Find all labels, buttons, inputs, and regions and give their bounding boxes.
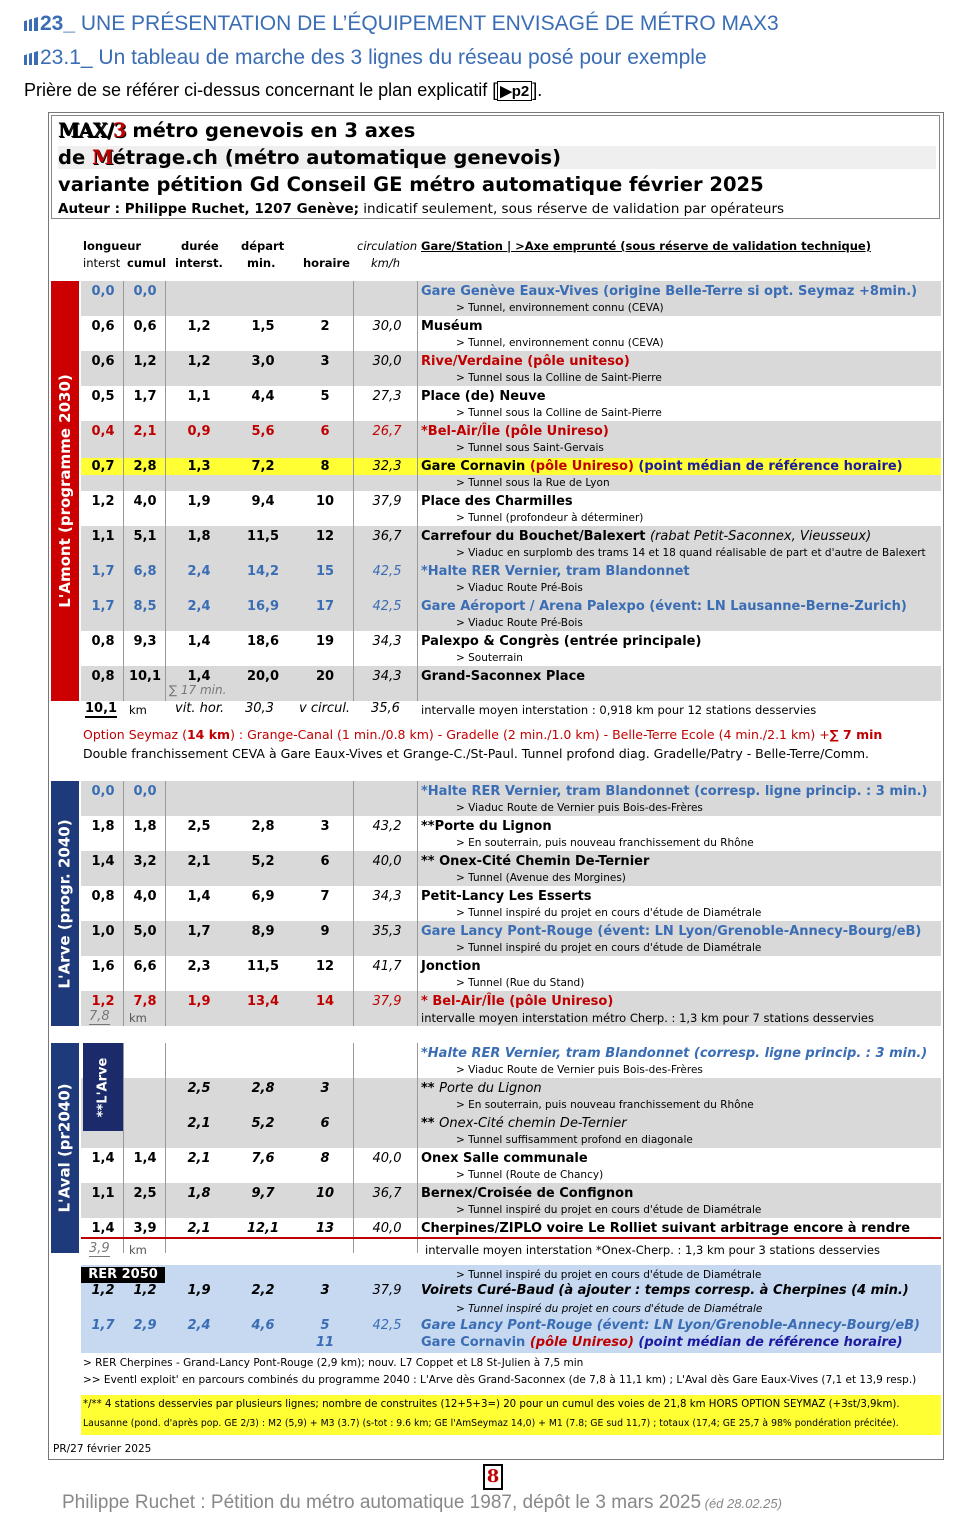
cell-vitesse: 42,5 [372, 564, 402, 579]
route-note: > En souterrain, puis nouveau franchissement du Rhône [456, 837, 754, 849]
side-label-text: L'Amont (programme 2030) [56, 374, 75, 608]
cell-interst: 0,0 [91, 784, 115, 799]
total-km-arve: 7,8 [89, 1009, 110, 1024]
cell-horaire: 13 [315, 1221, 335, 1236]
cell-interst: 1,0 [91, 924, 115, 939]
rer1-horaire: 3 [320, 1283, 330, 1298]
route-note: > Tunnel inspiré du projet en cours d'étude de Diamétrale [456, 1204, 762, 1216]
rer2-horaire: 5 [320, 1318, 330, 1333]
col-kmh: km/h [371, 256, 401, 270]
cell-cumul: 9,3 [133, 634, 157, 649]
cell-horaire: 14 [315, 994, 335, 1009]
station-name[interactable] [421, 819, 552, 834]
cell-duree: 1,4 [187, 669, 211, 684]
rer2-station[interactable]: Gare Lancy Pont-Rouge (évent: LN Lyon/Grenoble-Annecy-Bourg/eB) [421, 1318, 921, 1333]
cell-horaire: 6 [320, 854, 330, 869]
rer-sub-0: > Tunnel inspiré du projet en cours d'étude de Diamétrale [456, 1269, 762, 1281]
cell-horaire: 3 [320, 1081, 330, 1096]
cell-depart: 12,1 [246, 1221, 280, 1236]
station-label: Petit-Lancy Les Esserts [421, 889, 592, 904]
station-name[interactable] [421, 1151, 588, 1166]
cell-depart: 9,7 [251, 1186, 275, 1201]
note-4: Lausanne (pond. d'après pop. GE 2/3) : M2 (5,9) + M3 (3.7) (s-tot : 9.6 km; GE l'AmSeymaz 14,0) + M1 (7.8; GE sud 11,7) ; totaux (17,4; GE 25,7 à 98% pondération précitée). [83, 1418, 899, 1429]
column-divider [123, 281, 124, 701]
cell-depart: 4,4 [251, 389, 275, 404]
col-depart: départ [241, 239, 285, 253]
station-label: Gare Lancy Pont-Rouge (évent: LN Lyon/Grenoble-Annecy-Bourg/eB) [421, 924, 922, 939]
cell-horaire: 20 [315, 669, 335, 684]
station-name[interactable] [421, 424, 609, 439]
route-note: > Viaduc Route Pré-Bois [456, 582, 583, 594]
route-note: > Tunnel inspiré du projet en cours d'étude de Diamétrale [456, 907, 762, 919]
cell-depart: 1,5 [251, 319, 275, 334]
cell-duree: 2,4 [187, 599, 211, 614]
station-name[interactable] [421, 634, 701, 649]
footer-text: Philippe Ruchet : Pétition du métro automatique 1987, dépôt le 3 mars 2025 (éd 28.02.25) [62, 1492, 782, 1513]
cell-depart: 2,8 [251, 1081, 275, 1096]
cell-duree: 1,2 [187, 319, 211, 334]
station-label: Palexpo & Congrès (entrée principale) [421, 634, 702, 649]
station-name[interactable] [421, 784, 927, 799]
cell-cumul: 0,0 [133, 284, 157, 299]
rer1-duree: 1,9 [187, 1283, 211, 1298]
route-note: > Tunnel (Rue du Stand) [456, 977, 585, 989]
cell-duree: 2,1 [187, 854, 211, 869]
rer1-vitesse: 37,9 [372, 1283, 402, 1298]
cell-vitesse: 27,3 [372, 389, 402, 404]
station-name[interactable] [421, 319, 483, 334]
cell-depart: 6,9 [251, 889, 275, 904]
side-label [51, 1043, 79, 1253]
col-duree: durée [181, 239, 219, 253]
cell-duree: 2,5 [187, 1081, 211, 1096]
interval-aval: intervalle moyen interstation *Onex-Cherp. : 1,3 km pour 3 stations desservies [425, 1243, 880, 1257]
cell-vitesse: 30,0 [372, 319, 402, 334]
cell-vitesse: 37,9 [372, 994, 402, 1009]
cell-interst: 0,4 [91, 424, 115, 439]
divider [81, 1237, 941, 1239]
cell-interst: 1,8 [91, 819, 115, 834]
col-gare: Gare/Station | >Axe emprunté (sous réserve de validation technique) [421, 239, 871, 253]
column-divider [417, 281, 418, 701]
cell-interst: 1,7 [91, 564, 115, 579]
sub-side-label-text: **L'Arve [95, 1057, 111, 1117]
cell-interst: 0,6 [91, 319, 115, 334]
column-divider [417, 781, 418, 1026]
side-label-text: L'Aval (pr2040) [56, 1083, 74, 1213]
option-seymaz: Option Seymaz (14 km) : Grange-Canal (1 min./0.8 km) - Gradelle (2 min./1.0 km) - Belle-Terre Ecole (4 min./2.1 km) +∑ 7 min [83, 727, 883, 742]
v-circ-value: 35,6 [371, 701, 400, 716]
rer2-duree: 2,4 [187, 1318, 211, 1333]
cell-horaire: 6 [320, 1116, 330, 1131]
station-label-2: (rabat Petit-Saconnex, Vieusseux) [649, 529, 872, 544]
side-label-text: L'Arve (progr. 2040) [56, 818, 74, 989]
column-divider [417, 1043, 418, 1253]
cell-cumul: 6,8 [133, 564, 157, 579]
station-label: Bernex/Croisée de Confignon [421, 1186, 634, 1201]
cell-cumul: 1,2 [133, 354, 157, 369]
cell-interst: 1,7 [91, 599, 115, 614]
station-label: Onex Salle communale [421, 1151, 588, 1166]
station-label: Rive/Verdaine (pôle uniteso) [421, 354, 630, 369]
cell-vitesse: 34,3 [372, 669, 402, 684]
cell-depart: 11,5 [246, 529, 280, 544]
cell-cumul: 3,9 [133, 1221, 157, 1236]
station-name[interactable] [421, 459, 903, 474]
bars-icon [24, 51, 38, 65]
cell-depart: 7,2 [251, 459, 275, 474]
cell-duree: 2,3 [187, 959, 211, 974]
station-label-2: Onex-Cité chemin De-Ternier [439, 1116, 627, 1131]
route-note: > Tunnel sous la Colline de Saint-Pierre [456, 407, 662, 419]
cell-vitesse: 40,0 [372, 1151, 402, 1166]
cell-depart: 13,4 [246, 994, 280, 1009]
rer1-station[interactable]: Voirets Curé-Baud (à ajouter : temps corresp. à Cherpines (4 min.) [421, 1283, 909, 1298]
cell-horaire: 3 [320, 819, 330, 834]
sum-minutes: ∑ 17 min. [169, 683, 227, 697]
cell-interst: 1,4 [91, 1151, 115, 1166]
station-label: Grand-Saconnex Place [421, 669, 586, 684]
title-line-1: MAX/3 métro genevois en 3 axes [58, 119, 416, 142]
rer-2050-label: RER 2050 [81, 1267, 165, 1283]
cell-duree: 1,8 [187, 1186, 211, 1201]
cell-vitesse: 42,5 [372, 599, 402, 614]
cell-horaire: 9 [320, 924, 330, 939]
total-km-aval: 3,9 [89, 1241, 110, 1256]
station-name[interactable] [421, 354, 630, 369]
cell-depart: 20,0 [246, 669, 280, 684]
cell-depart: 2,8 [251, 819, 275, 834]
station-name[interactable] [421, 599, 907, 614]
cell-cumul: 0,0 [133, 784, 157, 799]
cell-depart: 7,6 [251, 1151, 275, 1166]
cell-horaire: 10 [315, 494, 335, 509]
station-name[interactable] [421, 959, 481, 974]
cell-vitesse: 35,3 [372, 924, 402, 939]
cell-vitesse: 40,0 [372, 854, 402, 869]
route-note: > Tunnel, environnement connu (CEVA) [456, 337, 664, 349]
rer2-interst: 1,7 [91, 1318, 115, 1333]
cell-interst: 0,6 [91, 354, 115, 369]
cell-depart: 9,4 [251, 494, 275, 509]
col-horaire: horaire [303, 256, 350, 270]
cell-cumul: 1,8 [133, 819, 157, 834]
route-note: > Tunnel sous la Rue de Lyon [456, 477, 610, 489]
interval-amont: intervalle moyen interstation : 0,918 km pour 12 stations desservies [421, 703, 817, 717]
column-divider [353, 781, 354, 1026]
km-unit: km [129, 1243, 147, 1257]
station-label: ** Onex-Cité Chemin De-Ternier [421, 854, 650, 869]
vit-hor-label: vit. hor. [175, 701, 225, 716]
cell-cumul: 1,7 [133, 389, 157, 404]
cell-horaire: 5 [320, 389, 330, 404]
page-ref-link[interactable]: ▶p2 [497, 81, 532, 101]
rer-sub-1: > Tunnel inspiré du projet en cours d'étude de Diamétrale [456, 1303, 763, 1315]
station-label: Carrefour du Bouchet/Balexert [421, 529, 650, 544]
col-depart2: min. [247, 256, 276, 270]
station-name[interactable] [421, 1221, 910, 1236]
cell-vitesse: 37,9 [372, 494, 402, 509]
cell-interst: 0,8 [91, 889, 115, 904]
cell-interst: 1,4 [91, 854, 115, 869]
station-name[interactable] [421, 389, 546, 404]
cell-duree: 1,3 [187, 459, 211, 474]
route-note: > Viaduc Route de Vernier puis Bois-des-Frères [456, 802, 703, 814]
note-1: > RER Cherpines - Grand-Lancy Pont-Rouge (2,9 km); nouv. L7 Coppet et L8 St-Julien à 7,5 min [83, 1357, 584, 1369]
station-label: Muséum [421, 319, 483, 334]
column-divider [165, 281, 166, 701]
cell-depart: 14,2 [246, 564, 280, 579]
station-label: Gare Aéroport / Arena Palexpo (évent: LN Lausanne-Berne-Zurich) [421, 599, 907, 614]
cell-interst: 0,0 [91, 284, 115, 299]
section-heading: 23_ UNE PRÉSENTATION DE L’ÉQUIPEMENT ENVISAGÉ DE MÉTRO MAX3 [24, 12, 779, 36]
cell-cumul: 1,4 [133, 1151, 157, 1166]
cell-duree: 1,7 [187, 924, 211, 939]
station-label-3: (point médian de référence horaire) [633, 459, 903, 474]
cell-cumul: 0,6 [133, 319, 157, 334]
cell-depart: 5,2 [251, 1116, 275, 1131]
route-note: > Tunnel sous Saint-Gervais [456, 442, 604, 454]
km-unit: km [129, 1011, 147, 1025]
cell-duree: 2,4 [187, 564, 211, 579]
cell-horaire: 15 [315, 564, 335, 579]
cell-cumul: 2,8 [133, 459, 157, 474]
station-name[interactable] [421, 669, 585, 684]
station-label: Place des Charmilles [421, 494, 573, 509]
note-3: */** 4 stations desservies par plusieurs lignes; nombre de construites (12+5+3=) 20 pour un cumul des voies de 21,8 km HORS OPTION SEYMAZ (+3st/3,9km). [83, 1399, 900, 1410]
cell-depart: 11,5 [246, 959, 280, 974]
cell-depart: 16,9 [246, 599, 280, 614]
cell-horaire: 2 [320, 319, 330, 334]
route-note: > Tunnel sous la Colline de Saint-Pierre [456, 372, 662, 384]
cell-vitesse: 43,2 [372, 819, 402, 834]
date-stamp: PR/27 février 2025 [53, 1443, 152, 1455]
cell-interst: 0,8 [91, 634, 115, 649]
cell-vitesse: 32,3 [372, 459, 402, 474]
station-label: * Bel-Air/Île (pôle Unireso) [421, 994, 614, 1009]
cell-horaire: 17 [315, 599, 335, 614]
cell-duree: 2,1 [187, 1221, 211, 1236]
route-note: > Tunnel (Route de Chancy) [456, 1169, 604, 1181]
station-name[interactable] [421, 924, 921, 939]
cell-interst: 0,8 [91, 669, 115, 684]
column-divider [353, 281, 354, 701]
cell-interst: 1,6 [91, 959, 115, 974]
title-line-3: variante pétition Gd Conseil GE métro automatique février 2025 [58, 173, 764, 196]
cell-horaire: 12 [315, 959, 335, 974]
cell-cumul: 5,0 [133, 924, 157, 939]
cell-vitesse: 36,7 [372, 1186, 402, 1201]
station-name[interactable] [421, 494, 573, 509]
column-divider [165, 1043, 166, 1253]
author-line: Auteur : Philippe Ruchet, 1207 Genève; indicatif seulement, sous réserve de validation par opérateurs [58, 201, 785, 217]
station-label: ** [421, 1116, 440, 1131]
station-name[interactable] [421, 284, 917, 299]
station-name[interactable] [421, 854, 649, 869]
column-divider [123, 1043, 124, 1253]
col-cumul: cumul [127, 256, 167, 270]
cell-horaire: 8 [320, 1151, 330, 1166]
route-note: > Tunnel suffisamment profond en diagonale [456, 1134, 693, 1146]
station-label: Jonction [421, 959, 481, 974]
cell-horaire: 3 [320, 354, 330, 369]
cell-duree: 1,8 [187, 529, 211, 544]
route-note: > Tunnel (Avenue des Morgines) [456, 872, 626, 884]
column-divider [165, 781, 166, 1026]
station-label: Place (de) Neuve [421, 389, 546, 404]
v-circ-label: v circul. [299, 701, 351, 716]
route-note: > Viaduc Route Pré-Bois [456, 617, 583, 629]
rer2-depart: 4,6 [251, 1318, 275, 1333]
cell-vitesse: 40,0 [372, 1221, 402, 1236]
cell-cumul: 6,6 [133, 959, 157, 974]
double-franchissement: Double franchissement CEVA à Gare Eaux-Vives et Grange-C./St-Paul. Tunnel profond diag. Gradelle/Patry - Belle-Terre/Comm. [83, 746, 870, 761]
timetable-frame [48, 112, 944, 1460]
cell-duree: 1,9 [187, 994, 211, 1009]
cell-horaire: 7 [320, 889, 330, 904]
bars-icon [24, 17, 38, 31]
station-name[interactable] [421, 1186, 633, 1201]
column-divider [123, 781, 124, 1026]
route-note: > Viaduc Route de Vernier puis Bois-des-Frères [456, 1064, 703, 1076]
col-duree2: interst. [175, 256, 223, 270]
cell-horaire: 19 [315, 634, 335, 649]
station-name[interactable] [421, 1116, 627, 1131]
cell-duree: 1,4 [187, 634, 211, 649]
cell-interst: 1,2 [91, 994, 115, 1009]
cell-duree: 2,1 [187, 1151, 211, 1166]
station-name[interactable] [421, 529, 871, 544]
rer2-horaire-2: 11 [315, 1335, 335, 1350]
cell-horaire: 10 [315, 1186, 335, 1201]
col-circulation: circulation [357, 239, 418, 253]
route-note: > En souterrain, puis nouveau franchissement du Rhône [456, 1099, 754, 1111]
cell-depart: 8,9 [251, 924, 275, 939]
cell-cumul: 2,5 [133, 1186, 157, 1201]
station-label: *Halte RER Vernier, tram Blandonnet (corresp. ligne princip. : 3 min.) [421, 1046, 928, 1061]
cell-cumul: 4,0 [133, 494, 157, 509]
cell-cumul: 3,2 [133, 854, 157, 869]
rer2-cumul: 2,9 [133, 1318, 157, 1333]
station-name[interactable] [421, 994, 613, 1009]
cell-duree: 2,5 [187, 819, 211, 834]
cell-horaire: 12 [315, 529, 335, 544]
station-name[interactable] [421, 889, 592, 904]
cell-duree: 2,1 [187, 1116, 211, 1131]
cell-interst: 1,2 [91, 494, 115, 509]
cell-duree: 1,2 [187, 354, 211, 369]
col-interst: interst [83, 256, 121, 270]
col-longueur: longueur [83, 239, 142, 253]
cell-duree: 1,9 [187, 494, 211, 509]
station-label: **Porte du Lignon [421, 819, 552, 834]
cell-vitesse: 30,0 [372, 354, 402, 369]
cell-interst: 1,1 [91, 529, 115, 544]
cell-vitesse: 26,7 [372, 424, 402, 439]
route-note: > Souterrain [456, 652, 523, 664]
station-name[interactable] [421, 1081, 542, 1096]
column-divider [353, 1043, 354, 1253]
cell-cumul: 7,8 [133, 994, 157, 1009]
cell-depart: 5,6 [251, 424, 275, 439]
cell-horaire: 8 [320, 459, 330, 474]
station-label: ** [421, 1081, 440, 1096]
rer2-vitesse: 42,5 [372, 1318, 402, 1333]
cell-duree: 1,4 [187, 889, 211, 904]
station-name[interactable] [421, 564, 690, 579]
cell-cumul: 8,5 [133, 599, 157, 614]
side-label [51, 781, 79, 1026]
route-note: > Tunnel (profondeur à déterminer) [456, 512, 644, 524]
title-block [51, 115, 940, 219]
cell-vitesse: 36,7 [372, 529, 402, 544]
cell-vitesse: 34,3 [372, 889, 402, 904]
cell-duree: 1,1 [187, 389, 211, 404]
station-name[interactable] [421, 1046, 927, 1061]
cell-cumul: 10,1 [128, 669, 162, 684]
route-note: > Viaduc en surplomb des trams 14 et 18 quand réalisable de part et d'autre de Balexert [456, 547, 926, 559]
side-label [51, 281, 79, 701]
vit-hor-value: 30,3 [245, 701, 274, 716]
page-number: 8 [483, 1464, 503, 1490]
rer1-depart: 2,2 [251, 1283, 275, 1298]
cell-depart: 18,6 [246, 634, 280, 649]
rer1-interst: 1,2 [91, 1283, 115, 1298]
station-label: *Bel-Air/Île (pôle Unireso) [421, 424, 609, 439]
cell-vitesse: 41,7 [372, 959, 402, 974]
station-label-2: (pôle Unireso) [525, 459, 634, 474]
route-note: > Tunnel, environnement connu (CEVA) [456, 302, 664, 314]
cell-depart: 3,0 [251, 354, 275, 369]
cell-cumul: 4,0 [133, 889, 157, 904]
station-label-2: Porte du Lignon [439, 1081, 542, 1096]
cell-interst: 1,1 [91, 1186, 115, 1201]
cell-interst: 1,4 [91, 1221, 115, 1236]
title-line-2: de Métrage.ch (métro automatique genevois) [58, 146, 936, 169]
cell-duree: 0,9 [187, 424, 211, 439]
interval-arve: intervalle moyen interstation métro Cherp. : 1,3 km pour 7 stations desservies [421, 1011, 874, 1025]
cell-horaire: 6 [320, 424, 330, 439]
cell-interst: 0,7 [91, 459, 115, 474]
intro-text: Prière de se référer ci-dessus concernant le plan explicatif [ ▶p2 ]. [24, 80, 543, 100]
km-unit: km [129, 703, 147, 717]
sub-side-label [83, 1043, 123, 1131]
cell-cumul: 2,1 [133, 424, 157, 439]
cell-cumul: 5,1 [133, 529, 157, 544]
total-km-amont: 10,1 [85, 701, 118, 716]
station-label: *Halte RER Vernier, tram Blandonnet [421, 564, 690, 579]
subsection-heading: 23.1_ Un tableau de marche des 3 lignes du réseau posé pour exemple [24, 46, 707, 70]
rer2-station-cornavin[interactable]: Gare Cornavin (pôle Unireso) (point médian de référence horaire) [421, 1335, 903, 1350]
cell-interst: 0,5 [91, 389, 115, 404]
station-label: Gare Genève Eaux-Vives (origine Belle-Terre si opt. Seymaz +8min.) [421, 284, 918, 299]
station-label: Gare Cornavin [421, 459, 526, 474]
route-note: > Tunnel inspiré du projet en cours d'étude de Diamétrale [456, 942, 762, 954]
station-label: Cherpines/ZIPLO voire Le Rolliet suivant arbitrage encore à rendre [421, 1221, 911, 1236]
rer1-cumul: 1,2 [133, 1283, 157, 1298]
cell-depart: 5,2 [251, 854, 275, 869]
cell-vitesse: 34,3 [372, 634, 402, 649]
station-label: *Halte RER Vernier, tram Blandonnet (corresp. ligne princip. : 3 min.) [421, 784, 928, 799]
note-2: >> Eventl exploit' en parcours combinés du programme 2040 : L'Arve dès Grand-Saconnex (de 7,8 à 11,1 km) ; L'Aval dès Gare Eaux-Vives (7,1 et 13,9 resp.) [83, 1374, 917, 1386]
